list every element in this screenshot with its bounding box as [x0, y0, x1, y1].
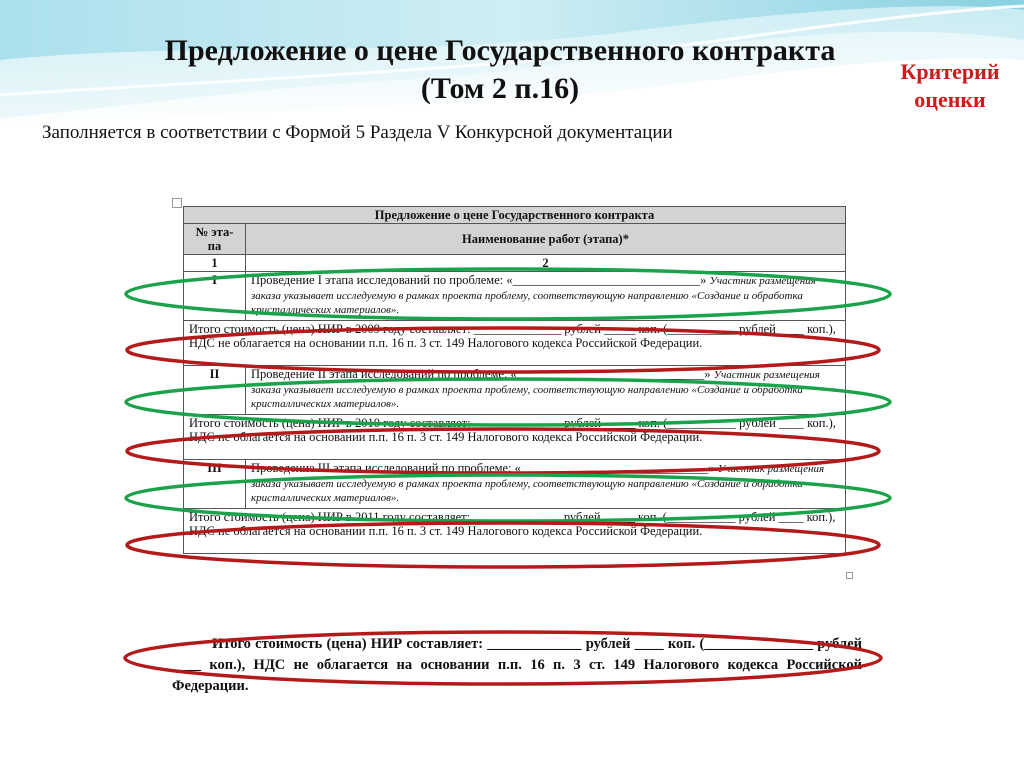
column-number-2: 2	[246, 255, 846, 272]
header-work-name: Наименование работ (этапа)*	[246, 224, 846, 255]
table-anchor-handle	[172, 198, 182, 208]
stage-total-row	[184, 509, 846, 554]
slide-title-line2: (Том 2 п.16)	[420, 72, 580, 105]
stage-description	[246, 460, 846, 509]
stage-italic-note: Участник размещения заказа указывает исследуемую в рамках проекта проблему, соответствующую направлению «Создание и обработка кристаллических материалов».	[251, 369, 820, 410]
criteria-label-line1: Критерий	[900, 59, 1000, 84]
stage-row	[184, 460, 846, 509]
stage-total-row	[184, 415, 846, 460]
slide-title-line1: Предложение о цене Государственного контракта	[164, 34, 836, 67]
stage-description	[246, 366, 846, 415]
stage-total-text: Итого стоимость (цена) НИР в 2011 году составляет: ______________ рублей _____ коп. (___________ рублей ____ коп.), НДС не облагается на основании п.п. 16 п. 3 ст. 149 Налогового кодекса Российской Федерации.	[184, 509, 846, 554]
header-stage-number: № эта-па	[184, 224, 246, 255]
final-total-text: Итого стоимость (цена) НИР составляет: _____________ рублей ____ коп. (_______________ рублей ____ коп.), НДС не облагается на основании п.п. 16 п. 3 ст. 149 Налогового кодекса Российской Федерации.	[172, 636, 862, 694]
column-number-1: 1	[184, 255, 246, 272]
slide-title	[60, 32, 940, 108]
stage-text: Проведение II этапа исследований по проблеме: «______________________________»	[251, 367, 711, 381]
stage-roman-numeral: I	[184, 272, 246, 321]
criteria-label-line2: оценки	[914, 87, 986, 112]
stage-roman-numeral: III	[184, 460, 246, 509]
stage-row	[184, 272, 846, 321]
stage-text: Проведение I этапа исследований по проблеме: «______________________________»	[251, 273, 707, 287]
stage-row	[184, 366, 846, 415]
stage-text: Проведение III этапа исследований по проблеме: «______________________________»	[251, 461, 715, 475]
stage-description	[246, 272, 846, 321]
stage-total-text: Итого стоимость (цена) НИР в 2009 году составляет: ______________ рублей _____ коп. (___________ рублей ____ коп.), НДС не облагается на основании п.п. 16 п. 3 ст. 149 Налогового кодекса Российской Федерации.	[184, 321, 846, 366]
stage-italic-note: Участник размещения заказа указывает исследуемую в рамках проекта проблему, соответствующую направлению «Создание и обработка кристаллических материалов».	[251, 463, 825, 504]
stage-italic-note: Участник размещения заказа указывает исследуемую в рамках проекта проблему, соответствующую направлению «Создание и обработка кристаллических материалов».	[251, 275, 816, 316]
slide-subtitle: Заполняется в соответствии с Формой 5 Раздела V Конкурсной документации	[42, 122, 673, 143]
table-resize-handle	[846, 572, 853, 579]
stage-roman-numeral: II	[184, 366, 246, 415]
stage-total-row	[184, 321, 846, 366]
table-title: Предложение о цене Государственного контракта	[184, 207, 846, 224]
stage-total-text: Итого стоимость (цена) НИР в 2010 году составляет: ______________ рублей _____ коп. (___________ рублей ____ коп.), НДС не облагается на основании п.п. 16 п. 3 ст. 149 Налогового кодекса Российской Федерации.	[184, 415, 846, 460]
price-offer-table	[183, 206, 846, 554]
criteria-label	[880, 58, 1020, 114]
